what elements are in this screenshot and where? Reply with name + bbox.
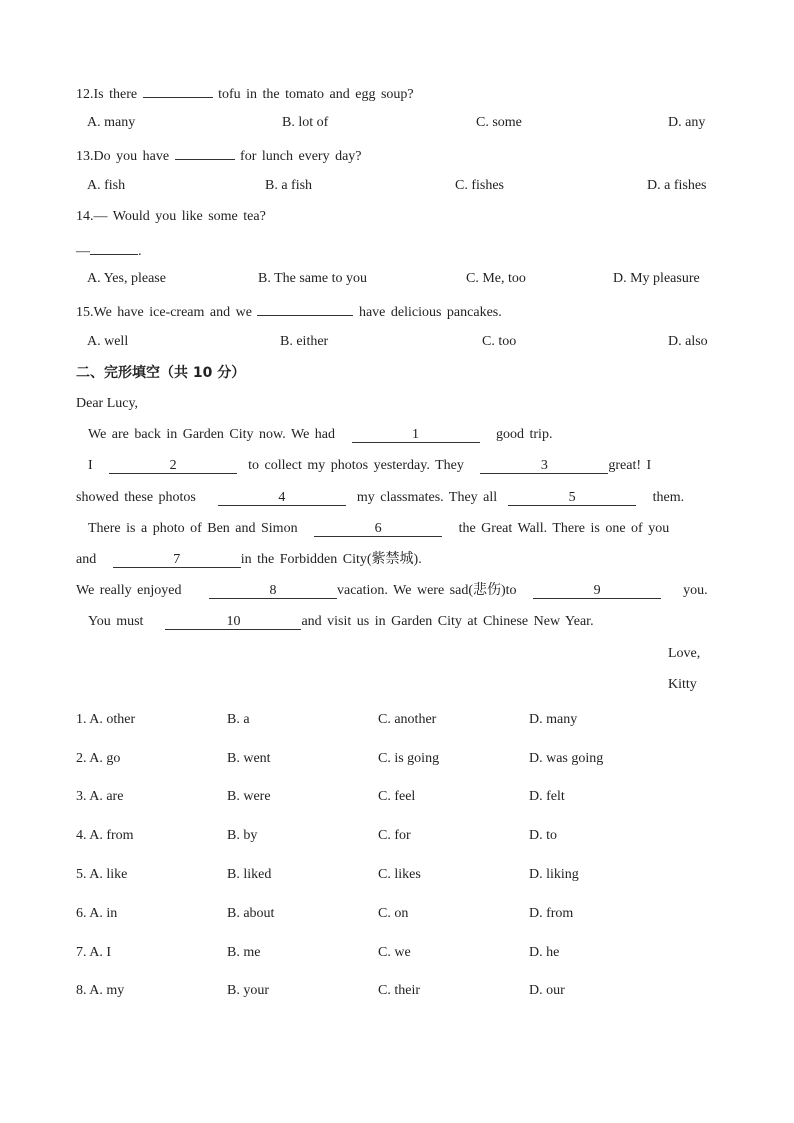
cloze-blank-2[interactable]: 2 (109, 459, 237, 474)
answer-blank[interactable] (90, 240, 138, 255)
cloze-option-b: B. by (227, 828, 258, 843)
option-b: B. a fish (265, 178, 313, 193)
cloze-blank-7[interactable]: 7 (113, 553, 241, 568)
cloze-option-d: D. liking (529, 867, 579, 882)
cloze-option-a: 7. A. I (76, 945, 111, 960)
option-a: A. Yes, please (87, 271, 166, 286)
cloze-blank-4[interactable]: 4 (218, 491, 346, 506)
letter-text: the Great Wall. There is one of you (458, 521, 670, 536)
letter-text: great! I (608, 458, 652, 473)
option-c: C. too (482, 334, 517, 349)
letter-text: showed these photos (76, 490, 196, 505)
period: . (138, 244, 142, 259)
dash: — (76, 244, 90, 259)
letter-text: in the Forbidden City(紫禁城). (240, 552, 422, 567)
letter-line-5 (76, 551, 422, 569)
section-heading: 二、完形填空（共 10 分） (76, 365, 246, 381)
option-a: A. well (87, 334, 129, 349)
answer-blank[interactable] (143, 83, 213, 98)
option-c: C. some (476, 115, 522, 130)
cloze-option-d: D. was going (529, 751, 604, 766)
letter-text: vacation. We were sad(悲伤)to (337, 583, 517, 598)
option-d: D. a fishes (647, 178, 707, 193)
option-c: C. Me, too (466, 271, 526, 286)
question-14-answer-line (76, 240, 142, 261)
cloze-option-c: C. on (378, 906, 409, 921)
cloze-option-c: C. we (378, 945, 411, 960)
answer-blank[interactable] (175, 145, 235, 160)
question-12 (76, 83, 414, 104)
cloze-blank-8[interactable]: 8 (209, 584, 337, 599)
cloze-option-b: B. me (227, 945, 261, 960)
option-a: A. many (87, 115, 136, 130)
question-12-prefix: 12.Is there (76, 87, 138, 102)
letter-text: I (88, 458, 93, 473)
question-12-suffix: tofu in the tomato and egg soup? (218, 87, 414, 102)
cloze-blank-5[interactable]: 5 (508, 491, 636, 506)
cloze-option-c: C. feel (378, 789, 416, 804)
question-13-suffix: for lunch every day? (240, 149, 362, 164)
question-13 (76, 145, 362, 166)
cloze-blank-9[interactable]: 9 (533, 584, 661, 599)
letter-text: my classmates. They all (356, 490, 498, 505)
cloze-blank-10[interactable]: 10 (165, 615, 301, 630)
letter-text: to collect my photos yesterday. They (248, 458, 464, 473)
cloze-blank-6[interactable]: 6 (314, 522, 442, 537)
option-b: B. The same to you (258, 271, 368, 286)
letter-text: you. (683, 583, 708, 598)
letter-line-1 (88, 426, 552, 444)
letter-text: We really enjoyed (76, 583, 182, 598)
letter-line-4 (88, 520, 669, 538)
cloze-option-a: 1. A. other (76, 712, 136, 727)
cloze-option-b: B. a (227, 712, 250, 727)
cloze-option-a: 3. A. are (76, 789, 124, 804)
letter-text: good trip. (496, 427, 553, 442)
cloze-option-a: 8. A. my (76, 983, 125, 998)
question-13-prefix: 13.Do you have (76, 149, 170, 164)
cloze-option-c: C. is going (378, 751, 440, 766)
cloze-option-b: B. liked (227, 867, 272, 882)
cloze-option-d: D. to (529, 828, 557, 843)
letter-text: We are back in Garden City now. We had (88, 427, 335, 442)
cloze-option-b: B. went (227, 751, 271, 766)
question-15-suffix: have delicious pancakes. (358, 305, 502, 320)
cloze-option-b: B. about (227, 906, 275, 921)
cloze-option-b: B. your (227, 983, 269, 998)
cloze-blank-1[interactable]: 1 (352, 428, 480, 443)
letter-text: and (76, 552, 97, 567)
cloze-option-a: 6. A. in (76, 906, 118, 921)
letter-text: them. (652, 490, 685, 505)
question-15-prefix: 15.We have ice-cream and we (76, 305, 252, 320)
option-d: D. also (668, 334, 708, 349)
cloze-option-c: C. likes (378, 867, 421, 882)
cloze-option-d: D. he (529, 945, 560, 960)
option-c: C. fishes (455, 178, 504, 193)
letter-line-7 (88, 613, 594, 631)
option-b: B. lot of (282, 115, 329, 130)
cloze-option-c: C. another (378, 712, 437, 727)
letter-text: and visit us in Garden City at Chinese New Year. (301, 614, 594, 629)
cloze-option-d: D. many (529, 712, 578, 727)
cloze-option-a: 4. A. from (76, 828, 134, 843)
cloze-option-a: 2. A. go (76, 751, 121, 766)
cloze-blank-3[interactable]: 3 (480, 459, 608, 474)
question-15 (76, 301, 502, 322)
answer-blank[interactable] (257, 301, 353, 316)
option-d: D. any (668, 115, 706, 130)
letter-text: You must (88, 614, 144, 629)
cloze-option-c: C. their (378, 983, 420, 998)
cloze-option-b: B. were (227, 789, 271, 804)
letter-line-2 (88, 457, 651, 475)
cloze-option-c: C. for (378, 828, 411, 843)
option-a: A. fish (87, 178, 126, 193)
letter-greeting: Dear Lucy, (76, 396, 139, 411)
letter-signature: Kitty (668, 677, 697, 692)
letter-closing: Love, (668, 646, 701, 661)
letter-line-3 (76, 489, 684, 507)
question-14: 14.— Would you like some tea? (76, 209, 266, 224)
option-d: D. My pleasure (613, 271, 700, 286)
cloze-option-d: D. felt (529, 789, 565, 804)
letter-text: There is a photo of Ben and Simon (88, 521, 298, 536)
letter-line-6 (76, 582, 708, 600)
cloze-option-d: D. from (529, 906, 574, 921)
cloze-option-d: D. our (529, 983, 565, 998)
cloze-option-a: 5. A. like (76, 867, 128, 882)
option-b: B. either (280, 334, 329, 349)
